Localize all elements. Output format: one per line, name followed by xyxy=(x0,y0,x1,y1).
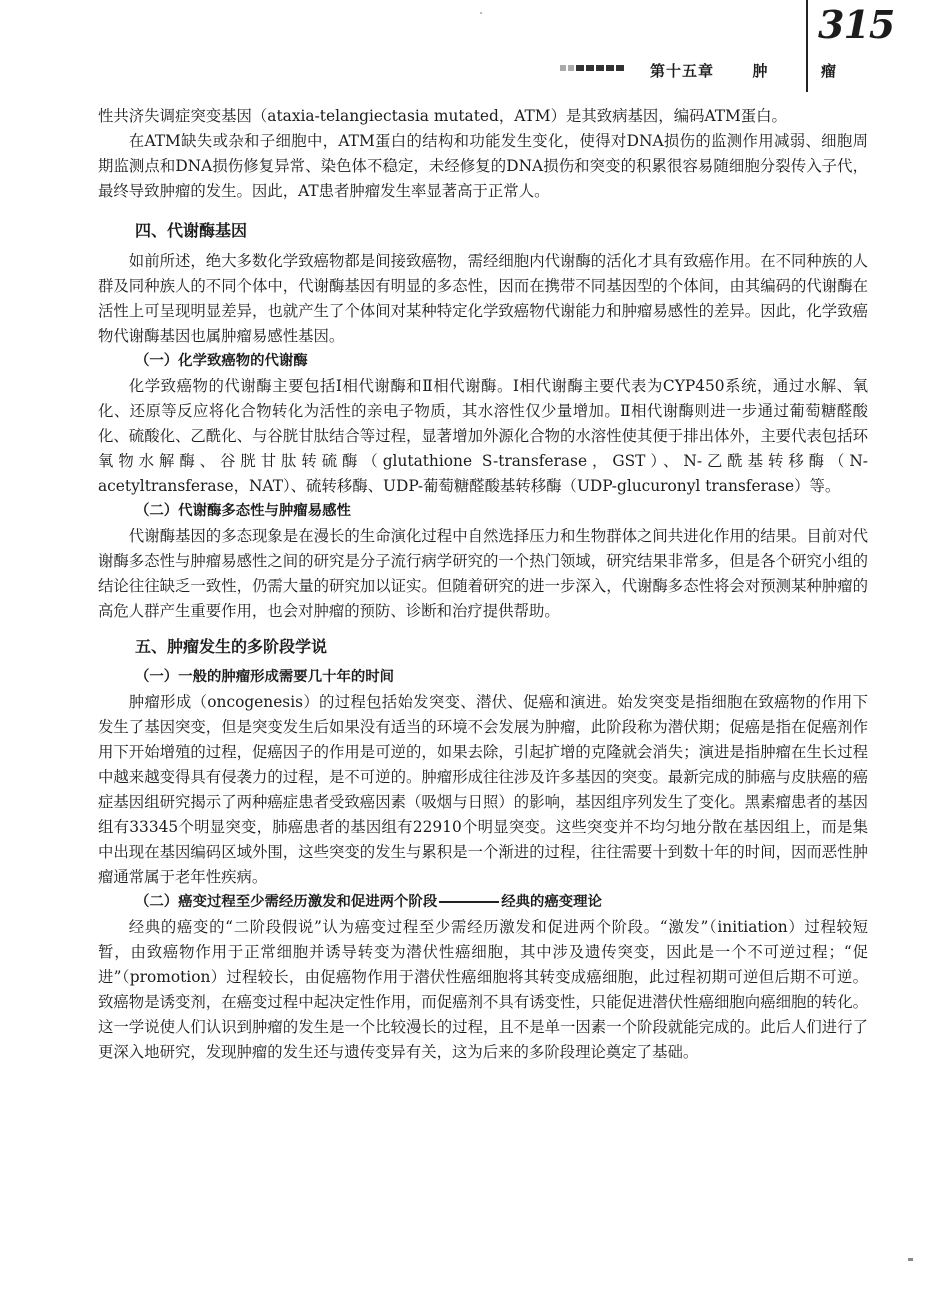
page-body xyxy=(98,104,868,1065)
paragraph-two-stage: 经典的癌变的“二阶段假说”认为癌变过程至少需经历激发和促进两个阶段。“激发”（initiation）过程较短暂，由致癌物作用于正常细胞并诱导转变为潜伏性癌细胞，其中涉及遗传突变，因此是一个不可逆过程；“促进”（promotion）过程较长，由促癌物作用于潜伏性癌细胞将其转变成癌细胞，此过程初期可逆但后期不可逆。致癌物是诱变剂，在癌变过程中起决定性作用，而促癌剂不具有诱变性，只能促进潜伏性癌细胞向癌细胞的转化。这一学说使人们认识到肿瘤的发生是一个比较漫长的过程，且不是单一因素一个阶段就能完成的。此后人们进行了更深入地研究，发现肿瘤的发生还与遗传变异有关，这为后来的多阶段理论奠定了基础。 xyxy=(98,918,868,1061)
em-dash-rule xyxy=(439,901,499,903)
subheading-polymorphism: （二）代谢酶多态性与肿瘤易感性 xyxy=(135,503,351,519)
section-heading-metabolic-enzyme: 四、代谢酶基因 xyxy=(135,221,248,240)
paragraph-polymorphism: 代谢酶基因的多态现象是在漫长的生命演化过程中自然选择压力和生物群体之间共进化作用的结果。目前对代谢酶多态性与肿瘤易感性之间的研究是分子流行病学研究的一个热门领域，研究结果非常多，但是各个研究小组的结论往往缺乏一致性，仍需大量的研究加以证实。但随着研究的进一步深入，代谢酶多态性将会对预测某种肿瘤的高危人群产生重要作用，也会对肿瘤的预防、诊断和治疗提供帮助。 xyxy=(98,527,868,620)
subheading-decades: （一）一般的肿瘤形成需要几十年的时间 xyxy=(135,669,395,685)
scan-speck xyxy=(480,12,482,14)
paragraph-oncogenesis: 肿瘤形成（oncogenesis）的过程包括始发突变、潜伏、促癌和演进。始发突变是指细胞在致癌物的作用下发生了基因突变，但是突变发生后如果没有适当的环境不会发展为肿瘤，此阶段称为潜伏期；促癌是指在促癌剂作用下开始增殖的过程，促癌因子的作用是可逆的，如果去除，引起扩增的克隆就会消失；演进是指肿瘤在生长过程中越来越变得具有侵袭力的过程，是不可逆的。肿瘤形成往往涉及许多基因的突变。最新完成的肺癌与皮肤癌的癌症基因组研究揭示了两种癌症患者受致癌因素（吸烟与日照）的影响，基因组序列发生了变化。黑素瘤患者的基因组有33345个明显突变，肺癌患者的基因组有22910个明显突变。这些突变并不均匀地分散在基因组上，而是集中出现在基因编码区域外围，这些突变的发生与累积是一个渐进的过程，往往需要十到数十年的时间，因而恶性肿瘤通常属于老年性疾病。 xyxy=(98,693,868,886)
chapter-label: 第十五章 xyxy=(650,62,715,80)
chapter-title-char-2: 瘤 xyxy=(820,62,837,80)
section-heading-multistage: 五、肿瘤发生的多阶段学说 xyxy=(135,637,328,656)
header-divider xyxy=(806,0,808,92)
scan-speck xyxy=(908,1258,913,1261)
header-ornament xyxy=(560,65,624,71)
subheading-carcinogen-metabolism: （一）化学致癌物的代谢酶 xyxy=(135,353,308,369)
page-number: 315 xyxy=(818,2,895,47)
paragraph-continued: 性共济失调症突变基因（ataxia-telangiectasia mutated，ATM）是其致病基因，编码ATM蛋白。 xyxy=(98,107,787,125)
subheading-two-stage-tail: 经典的癌变理论 xyxy=(501,894,602,910)
paragraph-metabolic-intro: 如前所述，绝大多数化学致癌物都是间接致癌物，需经细胞内代谢酶的活化才具有致癌作用。在不同种族的人群及同种族人的不同个体中，代谢酶基因有明显的多态性，因而在携带不同基因型的个体间，由其编码的代谢酶在活性上可呈现明显差异，也就产生了个体间对某种特定化学致癌物代谢能力和肿瘤易感性的差异。因此，化学致癌物代谢酶基因也属肿瘤易感性基因。 xyxy=(98,252,868,345)
subheading-two-stage xyxy=(98,890,868,915)
chapter-heading xyxy=(650,60,837,81)
paragraph-atm: 在ATM缺失或杂和子细胞中，ATM蛋白的结构和功能发生变化，使得对DNA损伤的监测作用减弱、细胞周期监测点和DNA损伤修复异常、染色体不稳定，未经修复的DNA损伤和突变的积累很容易随细胞分裂传入子代，最终导致肿瘤的发生。因此，AT患者肿瘤发生率显著高于正常人。 xyxy=(98,132,868,200)
subheading-two-stage-main: （二）癌变过程至少需经历激发和促进两个阶段 xyxy=(135,894,438,910)
chapter-title-char-1: 肿 xyxy=(752,62,769,80)
paragraph-phase-enzymes: 化学致癌物的代谢酶主要包括Ⅰ相代谢酶和Ⅱ相代谢酶。Ⅰ相代谢酶主要代表为CYP450系统，通过水解、氧化、还原等反应将化合物转化为活性的亲电子物质，其水溶性仅少量增加。Ⅱ相代谢酶则进一步通过葡萄糖醛酸化、硫酸化、乙酰化、与谷胱甘肽结合等过程，显著增加外源化合物的水溶性使其便于排出体外，主要代表包括环氧物水解酶、谷胱甘肽转硫酶（glutathione S-transferase，GST）、N-乙酰基转移酶（N-acetyltransferase，NAT）、硫转移酶、UDP-葡萄糖醛酸基转移酶（UDP-glucuronyl transferase）等。 xyxy=(98,377,868,495)
